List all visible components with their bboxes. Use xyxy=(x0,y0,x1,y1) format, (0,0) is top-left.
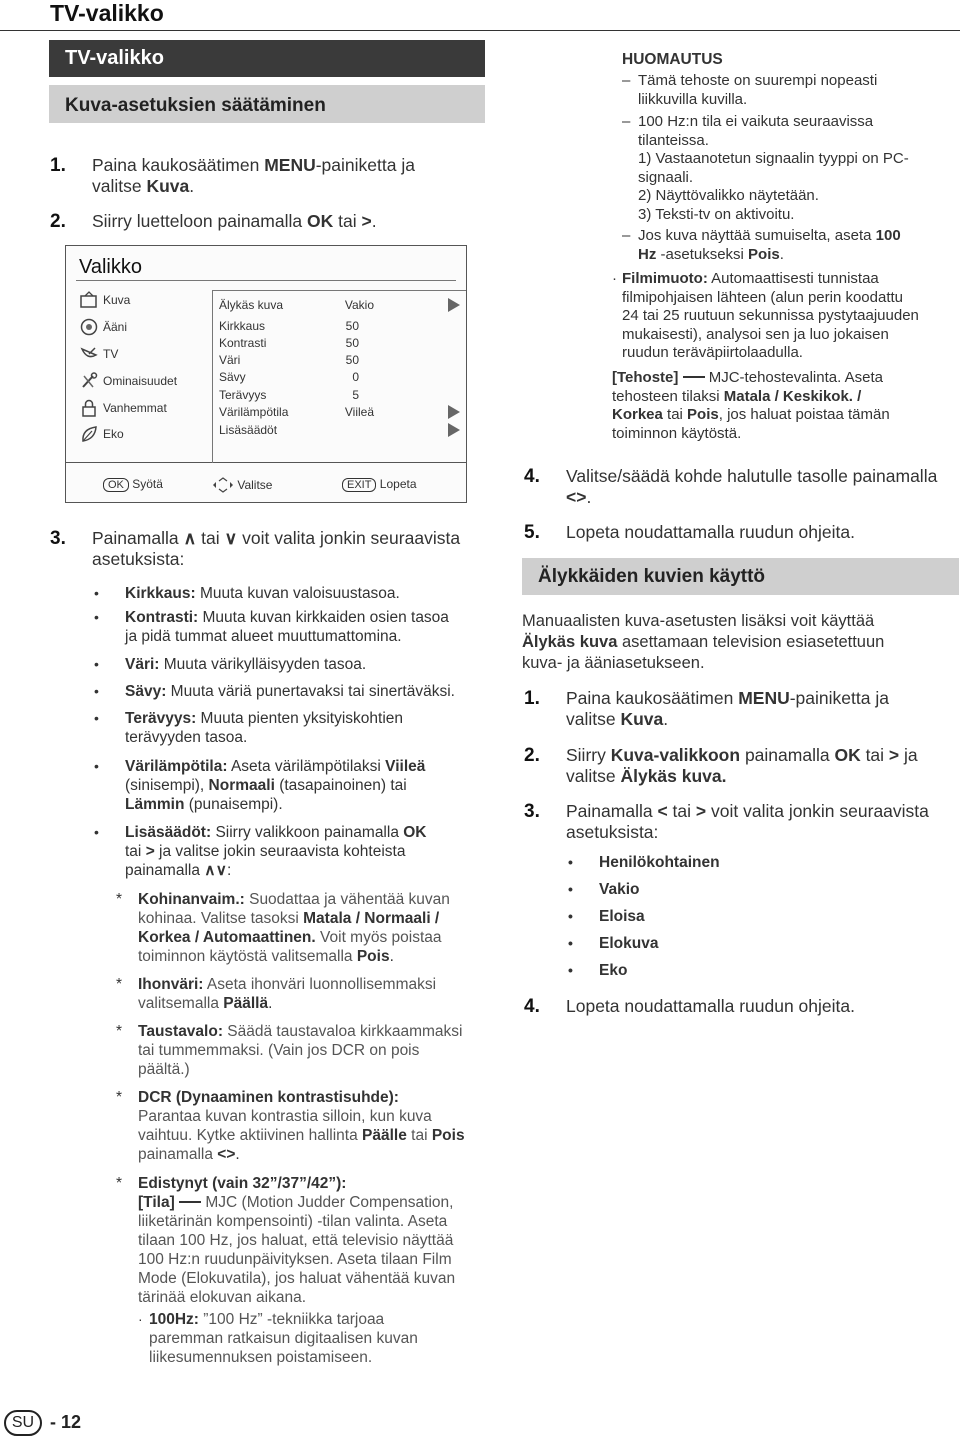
arrow-right-icon[interactable] xyxy=(448,298,460,312)
row-label[interactable]: Terävyys xyxy=(219,388,267,402)
step-3: 3. Painamalla ∧ tai ∨ voit valita jonkin seuraavista asetuksista: xyxy=(50,528,461,569)
menu-divider xyxy=(76,280,456,281)
step-5: 5. Lopeta noudattamalla ruudun ohjeita. xyxy=(524,522,855,543)
mode-item: • Elokuva xyxy=(568,935,659,952)
bullet-kirkkaus: • Kirkkaus: Muuta kuvan valoisuustasoa. xyxy=(94,585,400,602)
dot-100hz: · 100Hz: ”100 Hz” -tekniikka tarjoaa paremman ratkaisun digitaalisen kuvan liikesumennuksen poistamiseen. xyxy=(138,1311,418,1366)
row-value: Vakio xyxy=(344,298,374,312)
row-label[interactable]: Värilämpötila xyxy=(219,405,289,419)
arrow-right-icon[interactable] xyxy=(448,405,460,419)
row-value: Viileä xyxy=(344,405,374,419)
star-kohinanvaim: * Kohinanvaim.: Suodattaa ja vähentää kuvan kohinaa. Valitse tasoksi Matala / Normaali / Korkea / Automaattinen. Voit myös poistaa toiminnon käytöstä valitsemalla Pois. xyxy=(116,891,450,965)
smart-picture-intro: Manuaalisten kuva-asetusten lisäksi voit käyttää Älykäs kuva asettamaan television esiasetettuun kuva- ja ääniasetukseen. xyxy=(522,612,885,672)
row-value: 5 xyxy=(352,388,359,402)
smart-step-1: 1. Paina kaukosäätimen MENU-painiketta ja valitse Kuva. xyxy=(524,688,889,729)
satellite-icon xyxy=(79,345,99,363)
smart-step-3: 3. Painamalla < tai > voit valita jonkin seuraavista asetuksista: xyxy=(524,801,929,842)
bullet-savy: • Sävy: Muuta väriä punertavaksi tai sinertäväksi. xyxy=(94,683,455,700)
row-label[interactable]: Älykäs kuva xyxy=(219,298,284,312)
mode-item: • Henilökohtainen xyxy=(568,854,720,871)
note-item-1: – Tämä tehoste on suurempi nopeasti liikkuvilla kuvilla. xyxy=(622,72,878,108)
note-title: HUOMAUTUS xyxy=(622,51,723,68)
star-ihonvari: * Ihonväri: Aseta ihonväri luonnollisemmaksi valitsemalla Päällä. xyxy=(116,976,437,1012)
note-item-2: – 100 Hz:n tila ei vaikuta seuraavissa tilanteissa. 1) Vastaanotetun signaalin tyyppi on PC- signaali. 2) Näyttövalikko näytetään. 3) Teksti-tv on aktivoitu. xyxy=(622,113,909,223)
bullet-varilampotila: • Värilämpötila: Aseta värilämpötilaksi Viileä (sinisempi), Normaali (tasapainoinen) tai Lämmin (punaisempi). xyxy=(94,758,426,813)
row-label[interactable]: Väri xyxy=(219,353,241,367)
note-tehoste: [Tehoste] MJC-tehostevalinta. Aseta tehosteen tilaksi Matala / Keskikok. / Korkea tai Pois, jos haluat poistaa tämän toiminnon käytöstä. xyxy=(612,369,890,442)
smart-step-4: 4. Lopeta noudattamalla ruudun ohjeita. xyxy=(524,996,855,1017)
row-label[interactable]: Kirkkaus xyxy=(219,319,266,333)
step-1: 1. Paina kaukosäätimen MENU-painiketta ja valitse Kuva. xyxy=(50,155,415,196)
leaf-icon xyxy=(79,425,99,443)
row-value: 50 xyxy=(345,336,359,350)
picture-icon xyxy=(79,291,99,309)
note-item-3: – Jos kuva näyttää sumuiselta, aseta 100 Hz -asetukseksi Pois. xyxy=(622,227,901,263)
row-value: 0 xyxy=(352,370,359,384)
bullet-teravyys: • Terävyys: Muuta pienten yksityiskohtien terävyyden tasoa. xyxy=(94,710,404,746)
bullet-vari: • Väri: Muuta värikylläisyyden tasoa. xyxy=(94,656,367,673)
row-label[interactable]: Lisäsäädöt xyxy=(219,423,278,437)
exit-key[interactable]: EXIT xyxy=(342,478,376,492)
speaker-icon xyxy=(79,318,99,336)
lock-icon xyxy=(79,399,99,417)
footer-ok[interactable]: OK Syötä xyxy=(103,477,163,492)
footer-nav: Valitse xyxy=(212,477,272,493)
menu-title: Valikko xyxy=(79,256,142,278)
row-label[interactable]: Sävy xyxy=(219,370,246,384)
page-number: - 12 xyxy=(50,1412,82,1432)
note-filmimuoto: · Filmimuoto: Automaattisesti tunnistaa filmipohjaisen lähteen (alun perin koodattu 24 tai 25 ruutuun sekunnissa pystytaajuuden mukaisesti), analysoi sen ja luo jokaisen ruudun teräväpiirtolaadulla. xyxy=(612,270,919,361)
mode-item: • Vakio xyxy=(568,881,640,898)
tv-menu-screenshot: Valikko Kuva Ääni TV Ominaisuudet Vanhemmat Eko Älykäs kuva Vakio Kirkkaus 50 Kontrasti 50 Väri 50 Sävy 0 Terävyys 5 Värilämpötila Viileä Lisäsäädöt xyxy=(65,245,467,463)
row-value: 50 xyxy=(345,353,359,367)
step-4: 4. Valitse/säädä kohde halutulle tasolle painamalla <>. xyxy=(524,466,938,507)
star-taustavalo: * Taustavalo: Säädä taustavaloa kirkkaammaksi tai tummemmaksi. (Vain jos DCR on pois päältä.) xyxy=(116,1023,463,1078)
ok-key[interactable]: OK xyxy=(103,478,129,492)
page-title: TV-valikko xyxy=(50,0,164,26)
star-edistynyt: * Edistynyt (vain 32”/37”/42”): [Tila] MJC (Motion Judder Compensation, liiketärinän kompensointi) -tilan valinta. Aseta tilaan 100 Hz, jos haluat, että televisio näyttää 100 Hz:n ruudunpäivityksen. Aseta tilaan Film Mode (Elokuvatila), jos haluat vähentää kuvan tärinää elokuvan aikana. xyxy=(116,1175,456,1306)
star-dcr: * DCR (Dynaaminen kontrastisuhde): Parantaa kuvan kontrastia silloin, kun kuva vaihtuu. Kytke aktiivinen hallinta Päälle tai Pois painamalla <>. xyxy=(116,1089,465,1163)
arrow-right-icon[interactable] xyxy=(448,423,460,437)
title-rule xyxy=(0,30,960,31)
navigate-arrows-icon xyxy=(212,477,234,493)
language-badge: SU xyxy=(4,1410,42,1436)
mode-item: • Eko xyxy=(568,962,628,979)
footer-exit[interactable]: EXIT Lopeta xyxy=(342,477,417,492)
em-dash xyxy=(683,376,705,378)
step-2: 2. Siirry luetteloon painamalla OK tai >. xyxy=(50,211,377,232)
mode-item: • Eloisa xyxy=(568,908,645,925)
subsection-banner: Kuva-asetuksien säätäminen xyxy=(49,85,485,123)
smart-step-2: 2. Siirry Kuva-valikkoon painamalla OK tai > ja valitse Älykäs kuva. xyxy=(524,745,918,786)
bullet-kontrasti: • Kontrasti: Muuta kuvan kirkkaiden osien tasoa ja pidä tummat alueet muuttumattomina. xyxy=(94,609,449,645)
smart-picture-banner: Älykkäiden kuvien käyttö xyxy=(522,558,959,595)
row-value: 50 xyxy=(345,319,359,333)
em-dash xyxy=(179,1201,201,1203)
section-banner: TV-valikko xyxy=(49,40,485,77)
tools-icon xyxy=(79,372,99,390)
bullet-lisasaadot: • Lisäsäädöt: Siirry valikkoon painamalla OK tai > ja valitse jokin seuraavista kohteista painamalla ∧∨: xyxy=(94,824,427,879)
row-label[interactable]: Kontrasti xyxy=(219,336,267,350)
